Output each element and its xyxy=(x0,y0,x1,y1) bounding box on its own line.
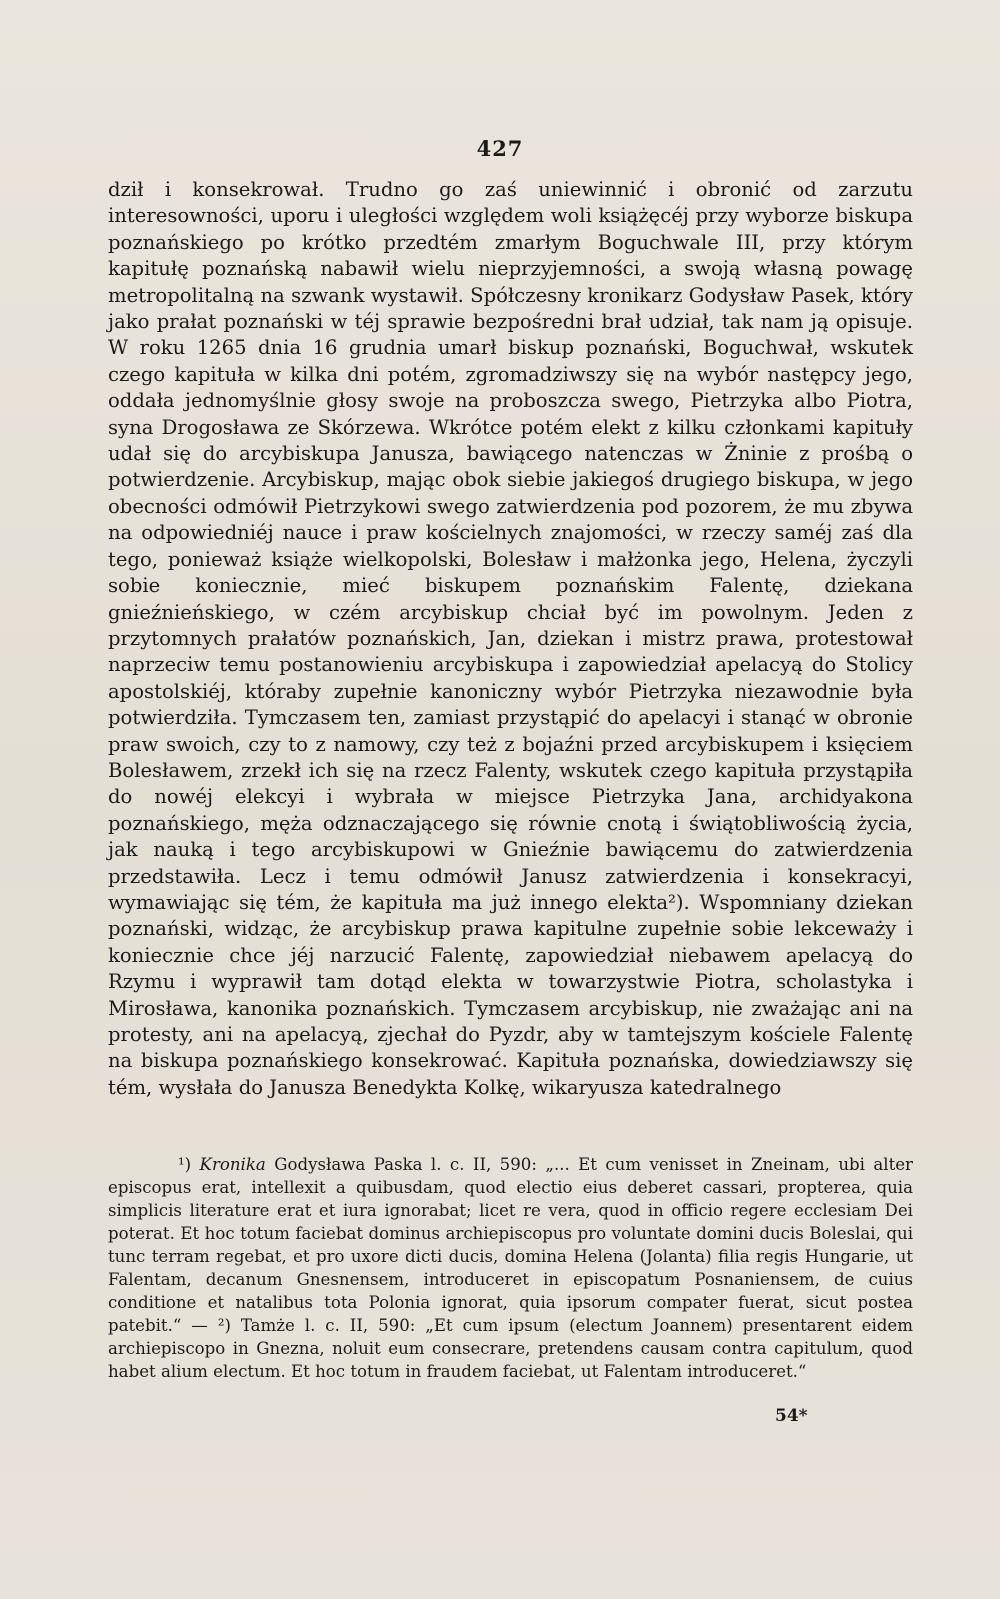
main-paragraph: dził i konsekrował. Trudno go zaś uniewinnić i obronić od zarzutu interesowności, uporu i uległości względem woli książęcéj przy wyborze biskupa poznańskiego po krótko przedtém zmarłym Boguchwale III, przy którym kapitułę poznańską nabawił wielu nieprzyjemności, a swoją własną powagę metropolitalną na szwank wystawił. Spółczesny kronikarz Godysław Pasek, który jako prałat poznański w téj sprawie bezpośredni brał udział, tak nam ją opisuje. W roku 1265 dnia 16 grudnia umarł biskup poznański, Boguchwał, wskutek czego kapituła w kilka dni potém, zgromadziwszy się na wybór następcy jego, oddała jednomyślnie głosy swoje na proboszcza swego, Pietrzyka albo Piotra, syna Drogosława ze Skórzewa. Wkrótce potém elekt z kilku członkami kapituły udał się do arcybiskupa Janusza, bawiącego natenczas w Żninie z prośbą o potwierdzenie. Arcybiskup, mając obok siebie jakiegoś drugiego biskupa, w jego obecności odmówił Pietrzykowi swego zatwierdzenia pod pozorem, że mu zbywa na odpowiedniéj nauce i praw kościelnych znajomości, w rzeczy saméj zaś dla tego, ponieważ książe wielkopolski, Bolesław i małżonka jego, Helena, życzyli sobie koniecznie, mieć biskupem poznańskim Falentę, dziekana gnieźnieńskiego, w czém arcybiskup chciał być im powolnym. Jeden z przytomnych prałatów poznańskich, Jan, dziekan i mistrz prawa, protestował naprzeciw temu postanowieniu arcybiskupa i zapowiedział apelacyą do Stolicy apostolskiéj, któraby zupełnie kanoniczny wybór Pietrzyka niezawodnie była potwierdziła. Tymczasem ten, zamiast przystąpić do apelacyi i stanąć w obronie praw swoich, czy to z namowy, czy też z bojaźni przed arcybiskupem i księciem Bolesławem, zrzekł ich się na rzecz Falenty, wskutek czego kapituła przystąpiła do nowéj elekcyi i wybrała w miejsce Pietrzyka Jana, archidyakona poznańskiego, męża odznaczającego się równie cnotą i świątobliwością życia, jak nauką i tego arcybiskupowi w Gnieźnie bawiącemu do zatwierdzenia przedstawiła. Lecz i temu odmówił Janusz zatwierdzenia i konsekracyi, wymawiając się tém, że kapituła ma już innego elekta²). Wspomniany dziekan poznański, widząc, że arcybiskup prawa kapitulne zupełnie sobie lekceważy i koniecznie chce jéj narzucić Falentę, zapowiedział niebawem apelacyą do Rzymu i wyprawił tam dotąd elekta w towarzystwie Piotra, scholastyka i Mirosława, kanonika poznańskich. Tymczasem arcybiskup, nie zważając ani na protesty, ani na apelacyą, zjechał do Pyzdr, aby w tamtejszym kościele Falentę na biskupa poznańskiego konsekrować. Kapituła poznańska, dowiedziawszy się tém, wysłała do Janusza Benedykta Kolkę, wikaryusza katedralnego xyxy=(108,178,913,1099)
page-number: 427 xyxy=(476,136,524,161)
footnote-text: Godysława Paska l. c. II, 590: „... Et cum venisset in Zneinam, ubi alter episcopus erat, intellexit a quibusdam, quod electio eius deberet cassari, propterea, quia simplicis literature erat et iura ignorabat; licet re vera, quod in officio regere ecclesiam Dei poterat. Et hoc totum faciebat dominus archiepiscopus pro voluntate domini ducis Boleslai, qui tunc terram regebat, et pro uxore dicti ducis, domina Helena (Jolanta) filia regis Hungarie, ut Falentam, decanum Gnesnensem, introduceret in episcopatum Posnaniensem, de cuius conditione et natalibus tota Polonia ignorat, quia ipsorum compater fuerat, sicut postea patebit.“ — ²) Tamże l. c. II, 590: „Et cum ipsum (electum Joannem) presentarent eidem archiepiscopo in Gnezna, noluit eum consecrare, pretendens causam contra capitulum, quod habet alium electum. Et hoc totum in fraudem faciebat, ut Falentam introduceret.“ xyxy=(108,1155,913,1381)
footnote-marker: ¹) xyxy=(178,1155,192,1174)
footnotes-block xyxy=(108,1153,913,1383)
printer-signature-mark: 54* xyxy=(775,1406,808,1426)
footnote-source-title: Kronika xyxy=(199,1155,266,1174)
